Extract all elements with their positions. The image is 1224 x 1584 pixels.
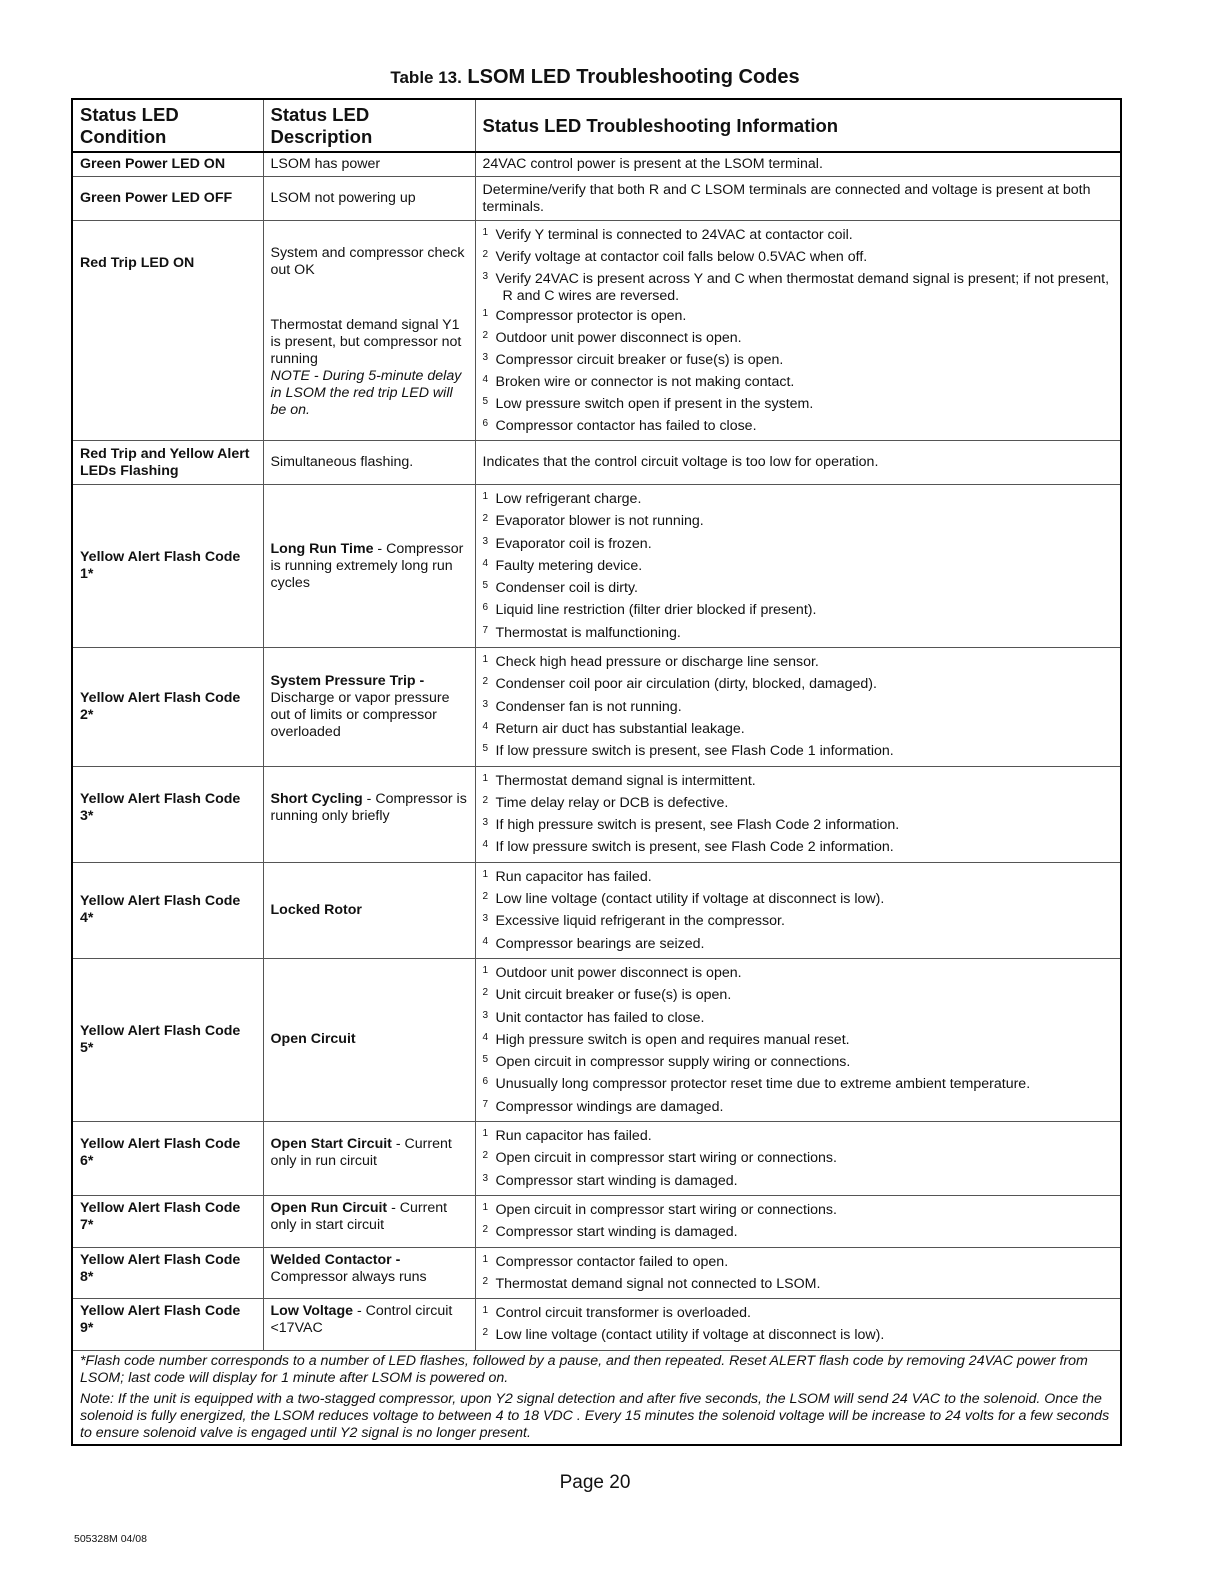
- list-item: $^2$ Thermostat demand signal not connected to LSOM.: [482, 1275, 821, 1292]
- list-item: $^7$ Compressor windings are damaged.: [482, 1098, 724, 1115]
- list-item: $^3$ Compressor start winding is damaged.: [482, 1172, 738, 1189]
- list-item: $^1$ Low refrigerant charge.: [482, 491, 642, 507]
- info-cell: [475, 221, 1121, 441]
- table-row: [72, 1299, 1121, 1351]
- description-cell: [263, 221, 475, 441]
- table-row: [72, 1247, 1121, 1299]
- table-row: [72, 862, 1121, 958]
- list-item: $^4$ Return air duct has substantial leakage.: [482, 720, 745, 737]
- condition-cell: Yellow Alert Flash Code 7*: [72, 1195, 263, 1247]
- description-cell: Welded Contactor - Compressor always runs: [263, 1247, 475, 1299]
- footnote-flash-code: *Flash code number corresponds to a number of LED flashes, followed by a pause, and then repeated. Reset ALERT flash code by removing 24VAC power from LSOM; last code will display for 1 minute after LSOM is powered on.: [80, 1352, 1088, 1386]
- item-list: [483, 1302, 1114, 1347]
- info-cell: [475, 1122, 1121, 1196]
- list-item: $^1$ Thermostat demand signal is intermittent.: [482, 772, 756, 789]
- table-row: [72, 485, 1121, 648]
- list-item: $^2$ Compressor start winding is damaged.: [482, 1224, 738, 1241]
- document-number: 505328M 04/08: [74, 1533, 147, 1545]
- list-item: $^5$ Open circuit in compressor supply wiring or connections.: [482, 1054, 851, 1071]
- table-row: [72, 648, 1121, 766]
- troubleshooting-table: [71, 98, 1122, 1446]
- list-item: $^1$ Outdoor unit power disconnect is open.: [482, 964, 742, 981]
- list-item: $^1$ Verify Y terminal is connected to 24VAC at contactor coil.: [482, 227, 853, 243]
- item-list: [483, 962, 1114, 1118]
- info-cell: [475, 1247, 1121, 1299]
- list-item: $^2$ Time delay relay or DCB is defective.: [482, 794, 729, 811]
- condition-cell: Red Trip and Yellow Alert LEDs Flashing: [72, 441, 263, 485]
- list-item: $^2$ Evaporator blower is not running.: [482, 513, 704, 530]
- description-cell: Open Start Circuit - Current only in run circuit: [263, 1122, 475, 1196]
- description-note: NOTE - During 5-minute delay in LSOM the red trip LED will be on.: [270, 368, 462, 418]
- list-item: $^2$ Outdoor unit power disconnect is open.: [482, 330, 742, 346]
- info-cell: Indicates that the control circuit voltage is too low for operation.: [475, 441, 1121, 485]
- header-troubleshooting-information: Status LED Troubleshooting Information: [475, 99, 1121, 152]
- info-cell: [475, 648, 1121, 766]
- footnote-two-stage-note: Note: If the unit is equipped with a two-stagged compressor, upon Y2 signal detection and after five seconds, the LSOM will send 24 VAC to the solenoid. Once the solenoid is fully energized, the LSOM reduces voltage to between 4 to 18 VDC . Every 15 minutes the solenoid voltage will be increase to 24 volts for a few seconds to ensure solenoid valve is engaged until Y2 signal is no longer present.: [80, 1390, 1110, 1441]
- list-item: $^3$ Condenser fan is not running.: [482, 698, 682, 715]
- list-item: $^7$ Thermostat is malfunctioning.: [482, 624, 681, 641]
- page-number: Page 20: [559, 1472, 631, 1493]
- description-cell: LSOM not powering up: [263, 177, 475, 221]
- table-row: [72, 1122, 1121, 1196]
- footnote-cell: [72, 1350, 1121, 1445]
- header-status-led-condition: Status LED Condition: [72, 99, 263, 152]
- item-list: [483, 488, 1114, 644]
- condition-cell: Yellow Alert Flash Code 9*: [72, 1299, 263, 1351]
- info-cell: [475, 766, 1121, 862]
- description-ok: System and compressor check out OK: [270, 245, 465, 278]
- list-item: $^1$ Run capacitor has failed.: [482, 868, 652, 885]
- list-item: $^2$ Condenser coil poor air circulation (dirty, blocked, damaged).: [482, 676, 877, 693]
- condition-cell: Red Trip LED ON: [72, 221, 263, 441]
- info-cell: Determine/verify that both R and C LSOM terminals are connected and voltage is present at both terminals.: [475, 177, 1121, 221]
- description-cell: Short Cycling - Compressor is running only briefly: [263, 766, 475, 862]
- list-item: $^6$ Compressor contactor has failed to close.: [482, 418, 757, 434]
- info-cell: [475, 1195, 1121, 1247]
- description-cell: Long Run Time - Compressor is running extremely long run cycles: [263, 485, 475, 648]
- list-item: $^3$ Compressor circuit breaker or fuse(s) is open.: [482, 352, 784, 368]
- list-item: $^4$ Compressor bearings are seized.: [482, 935, 705, 952]
- list-item: $^1$ Run capacitor has failed.: [482, 1128, 652, 1145]
- list-item: $^2$ Low line voltage (contact utility if voltage at disconnect is low).: [482, 1327, 885, 1344]
- description-cell: Low Voltage - Control circuit <17VAC: [263, 1299, 475, 1351]
- list-item: $^4$ If low pressure switch is present, see Flash Code 2 information.: [482, 839, 894, 856]
- table-row: [72, 766, 1121, 862]
- list-item: $^3$ Excessive liquid refrigerant in the compressor.: [482, 913, 785, 930]
- table-row: [72, 152, 1121, 177]
- item-list: [483, 651, 1114, 762]
- info-cell: 24VAC control power is present at the LSOM terminal.: [475, 152, 1121, 177]
- list-item: $^2$ Verify voltage at contactor coil falls below 0.5VAC when off.: [482, 249, 868, 265]
- condition-cell: Yellow Alert Flash Code 6*: [72, 1122, 263, 1196]
- list-item: $^1$ Compressor contactor failed to open.: [482, 1253, 729, 1270]
- list-item: $^6$ Unusually long compressor protector reset time due to extreme ambient temperature.: [482, 1076, 1031, 1093]
- list-item: $^6$ Liquid line restriction (filter drier blocked if present).: [482, 602, 817, 619]
- item-list: [483, 1125, 1114, 1192]
- list-item: $^3$ Evaporator coil is frozen.: [482, 535, 652, 552]
- condition-cell: Yellow Alert Flash Code 5*: [72, 958, 263, 1121]
- condition-cell: Yellow Alert Flash Code 3*: [72, 766, 263, 862]
- list-item: $^4$ Faulty metering device.: [482, 557, 643, 574]
- description-cell: Locked Rotor: [263, 862, 475, 958]
- table-row: [72, 221, 1121, 441]
- info-cell: [475, 485, 1121, 648]
- description-cell: Simultaneous flashing.: [263, 441, 475, 485]
- description-cell: Open Run Circuit - Current only in start circuit: [263, 1195, 475, 1247]
- list-item: $^2$ Unit circuit breaker or fuse(s) is open.: [482, 987, 732, 1004]
- condition-cell: Yellow Alert Flash Code 2*: [72, 648, 263, 766]
- item-list: [483, 1199, 1114, 1244]
- condition-cell: Green Power LED OFF: [72, 177, 263, 221]
- item-list: [483, 1251, 1114, 1296]
- table-row: [72, 177, 1121, 221]
- description-cell: Open Circuit: [263, 958, 475, 1121]
- list-item: $^2$ Low line voltage (contact utility if voltage at disconnect is low).: [482, 891, 885, 908]
- list-item: $^2$ Open circuit in compressor start wiring or connections.: [482, 1150, 837, 1167]
- list-item: $^3$ Unit contactor has failed to close.: [482, 1009, 705, 1026]
- list-item: $^5$ Low pressure switch open if present in the system.: [482, 396, 814, 412]
- condition-cell: Yellow Alert Flash Code 4*: [72, 862, 263, 958]
- item-list: [483, 866, 1114, 955]
- item-list: [483, 224, 1114, 437]
- list-item: $^1$ Compressor protector is open.: [482, 308, 687, 324]
- footnote-row: [72, 1350, 1121, 1445]
- list-item: $^4$ Broken wire or connector is not making contact.: [482, 374, 795, 390]
- list-item: $^5$ Condenser coil is dirty.: [482, 580, 638, 597]
- info-cell: [475, 1299, 1121, 1351]
- info-cell: [475, 958, 1121, 1121]
- header-row: [72, 99, 1121, 152]
- table-number: Table 13.: [390, 68, 462, 87]
- description-cell: System Pressure Trip - Discharge or vapor pressure out of limits or compressor overloaded: [263, 648, 475, 766]
- table-row: [72, 1195, 1121, 1247]
- list-item: $^3$ If high pressure switch is present, see Flash Code 2 information.: [482, 817, 900, 834]
- info-cell: [475, 862, 1121, 958]
- header-status-led-description: Status LED Description: [263, 99, 475, 152]
- list-item: $^5$ If low pressure switch is present, see Flash Code 1 information.: [482, 743, 894, 760]
- item-list: [483, 770, 1114, 859]
- list-item: $^3$ Verify 24VAC is present across Y and C when thermostat demand signal is present; if not present, R and C wires are reversed.: [482, 271, 1110, 304]
- condition-cell: Yellow Alert Flash Code 8*: [72, 1247, 263, 1299]
- list-item: $^1$ Check high head pressure or discharge line sensor.: [482, 654, 819, 671]
- table-title-text: LSOM LED Troubleshooting Codes: [467, 66, 800, 88]
- condition-cell: Yellow Alert Flash Code 1*: [72, 485, 263, 648]
- list-item: $^4$ High pressure switch is open and requires manual reset.: [482, 1031, 850, 1048]
- list-item: $^1$ Control circuit transformer is overloaded.: [482, 1305, 751, 1322]
- description-no-run: Thermostat demand signal Y1 is present, but compressor not running: [270, 317, 462, 367]
- table-title: [0, 66, 1190, 89]
- table-row: [72, 958, 1121, 1121]
- list-item: $^1$ Open circuit in compressor start wiring or connections.: [482, 1201, 837, 1218]
- condition-cell: Green Power LED ON: [72, 152, 263, 177]
- description-cell: LSOM has power: [263, 152, 475, 177]
- table-row: [72, 441, 1121, 485]
